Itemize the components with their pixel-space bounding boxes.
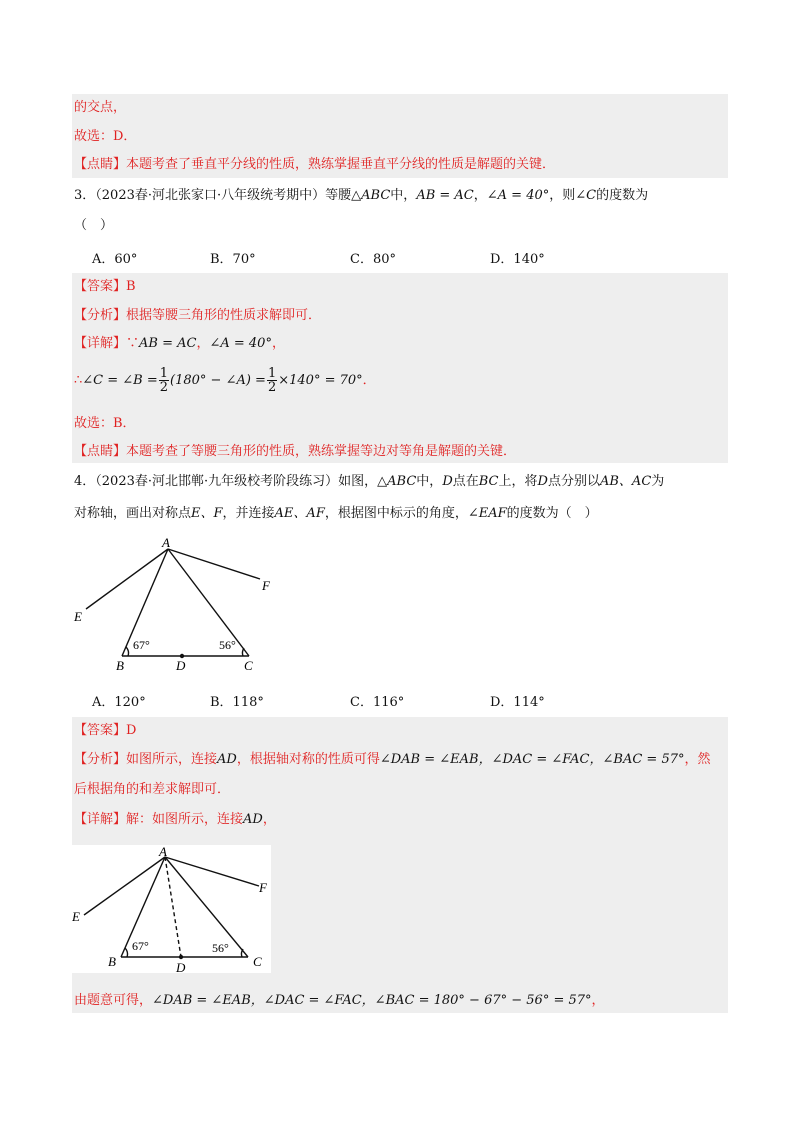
q4-analysis-eq: ∠DAB = ∠EAB，∠DAC = ∠FAC，∠BAC = 57° xyxy=(379,752,685,767)
q4-final-a: 由题意可得， xyxy=(74,993,153,1008)
q4-final xyxy=(74,991,605,1011)
label-b: B xyxy=(108,954,116,969)
q4-d2: D xyxy=(537,474,548,489)
angle-b-arc xyxy=(125,948,127,957)
q3-frac-1 xyxy=(159,367,169,394)
side-ac xyxy=(165,857,248,957)
q3-text-d: 的度数为 xyxy=(596,188,649,203)
q4-analysis xyxy=(74,750,711,770)
q4-detail-b: ， xyxy=(262,812,276,827)
q4-final-b: ， xyxy=(591,993,605,1008)
q4-text-e: 点分别以 xyxy=(547,474,600,489)
q4-option-c[interactable]: C．116° xyxy=(350,695,405,710)
q3-detail-end: ， xyxy=(271,336,285,351)
label-c: C xyxy=(244,658,253,673)
label-f: F xyxy=(262,578,270,593)
q4-text-c: 点在 xyxy=(452,474,479,489)
q4-source: （2023春·河北邯郸·九年级校考阶段练习） xyxy=(95,474,339,489)
q4-text-a: 如图， xyxy=(338,474,378,489)
q3-angle-c: ∠C xyxy=(575,188,597,203)
label-d: D xyxy=(176,960,186,973)
q3-option-a[interactable]: A．60° xyxy=(92,252,138,267)
q3-eq1: AB = AC xyxy=(416,188,474,203)
q4-text-d: 上，将 xyxy=(498,474,538,489)
q4-line2-b: ，并连接 xyxy=(222,506,275,521)
q3-frac-2-num: 1 xyxy=(267,366,277,381)
segment-af xyxy=(168,549,260,579)
q3-eq2: ∠A = 40° xyxy=(486,188,550,203)
q3-number: 3． xyxy=(74,188,96,203)
label-a: A xyxy=(162,535,170,550)
q4-analysis-b: ，根据轴对称的性质可得 xyxy=(236,752,380,767)
q3-option-b[interactable]: B．70° xyxy=(210,252,256,267)
q3-sep: ， xyxy=(473,188,487,203)
label-b: B xyxy=(116,658,124,673)
q4-stem-1 xyxy=(74,472,664,492)
q4-number: 4． xyxy=(74,474,96,489)
angle-c-arc xyxy=(241,949,243,957)
q4-eaf: ∠EAF xyxy=(467,506,507,521)
q4-ef: E、F xyxy=(191,506,223,521)
q4-detail xyxy=(74,810,276,830)
q3-option-c[interactable]: C．80° xyxy=(350,252,396,267)
point-d xyxy=(179,955,183,959)
q3-paren: （ ） xyxy=(74,218,114,233)
angle-c-label: 56° xyxy=(219,638,236,652)
angle-c-arc xyxy=(242,648,244,656)
q4-ab-ac: AB、AC xyxy=(599,474,652,489)
prev-note: 【点睛】本题考查了垂直平分线的性质，熟练掌握垂直平分线的性质是解题的关键． xyxy=(74,157,556,172)
q3-detail xyxy=(74,334,285,354)
q3-frac-1-den: 2 xyxy=(159,380,169,395)
q4-option-b[interactable]: B．118° xyxy=(210,695,264,710)
label-e: E xyxy=(72,909,80,924)
segment-af xyxy=(165,857,259,886)
q4-stem-2 xyxy=(74,504,598,524)
q4-answer: 【答案】D xyxy=(74,723,137,738)
q4-analysis-c: ，然 xyxy=(684,752,711,767)
q3-text-c: ，则 xyxy=(549,188,576,203)
q3-frac-2-den: 2 xyxy=(267,380,277,395)
q4-line2-c: ，根据图中标示的角度， xyxy=(324,506,468,521)
q3-answer: 【答案】B xyxy=(74,279,136,294)
label-c: C xyxy=(253,954,262,969)
q3-source: （2023春·河北张家口·八年级统考期中） xyxy=(95,188,326,203)
q4-line2-a: 对称轴，画出对称点 xyxy=(74,506,192,521)
angle-c-label: 56° xyxy=(212,941,229,955)
q3-calc xyxy=(74,366,376,396)
q3-frac-1-num: 1 xyxy=(159,366,169,381)
side-ac xyxy=(168,549,249,656)
q3-stem xyxy=(74,186,648,206)
q3-calc-end: ． xyxy=(362,373,376,388)
angle-b-label: 67° xyxy=(132,939,149,953)
q4-detail-ad: AD xyxy=(243,812,263,827)
therefore-symbol: ∴ xyxy=(74,373,83,388)
q3-note: 【点睛】本题考查了等腰三角形的性质，熟练掌握等边对等角是解题的关键． xyxy=(74,444,517,459)
q4-text-f: 为 xyxy=(651,474,665,489)
angle-b-arc xyxy=(126,647,128,656)
q3-calc-a: ∠C = ∠B = xyxy=(82,373,158,388)
q3-triangle: △ABC xyxy=(351,188,391,203)
q4-detail-a: 【详解】解：如图所示，连接 xyxy=(74,812,244,827)
triangle-figure-with-ad xyxy=(72,845,271,973)
label-d: D xyxy=(176,658,186,673)
label-a: A xyxy=(159,845,167,859)
q3-calc-c: ×140° = 70° xyxy=(278,373,363,388)
prev-line-1: 的交点， xyxy=(74,100,127,115)
triangle-figure xyxy=(70,535,290,675)
label-f: F xyxy=(259,880,267,895)
q3-detail-eq1: AB = AC xyxy=(139,336,197,351)
q4-analysis-a: 【分析】如图所示，连接 xyxy=(74,752,218,767)
q4-analysis-ad: AD xyxy=(217,752,237,767)
q3-option-d[interactable]: D．140° xyxy=(490,252,545,267)
angle-b-label: 67° xyxy=(133,638,150,652)
q3-text-a: 等腰 xyxy=(325,188,352,203)
q4-option-d[interactable]: D．114° xyxy=(490,695,545,710)
q4-analysis-line2: 后根据角的和差求解即可． xyxy=(74,782,231,797)
q3-choose: 故选：B． xyxy=(74,416,136,431)
q4-d: D xyxy=(442,474,453,489)
q3-detail-eq2: ∠A = 40° xyxy=(209,336,272,351)
q3-calc-b: (180° − ∠A) = xyxy=(170,373,266,388)
q3-frac-2 xyxy=(267,367,277,394)
label-e: E xyxy=(74,609,82,624)
q3-analysis: 【分析】根据等腰三角形的性质求解即可． xyxy=(74,308,322,323)
q4-line2-d: 的度数为（ ） xyxy=(506,506,598,521)
q4-final-eq: ∠DAB = ∠EAB，∠DAC = ∠FAC，∠BAC = 180° − 67° − 56° = 57° xyxy=(152,993,592,1008)
q4-ae-af: AE、AF xyxy=(274,506,325,521)
q4-bc: BC xyxy=(478,474,499,489)
q3-detail-sep: ， xyxy=(196,336,210,351)
q4-text-b: 中， xyxy=(416,474,443,489)
prev-choose: 故选：D． xyxy=(74,129,137,144)
q4-option-a[interactable]: A．120° xyxy=(92,695,146,710)
q4-triangle: △ABC xyxy=(377,474,417,489)
q3-detail-label: 【详解】∵ xyxy=(74,336,140,351)
segment-ad-dashed xyxy=(165,857,181,957)
q3-text-b: 中， xyxy=(390,188,417,203)
